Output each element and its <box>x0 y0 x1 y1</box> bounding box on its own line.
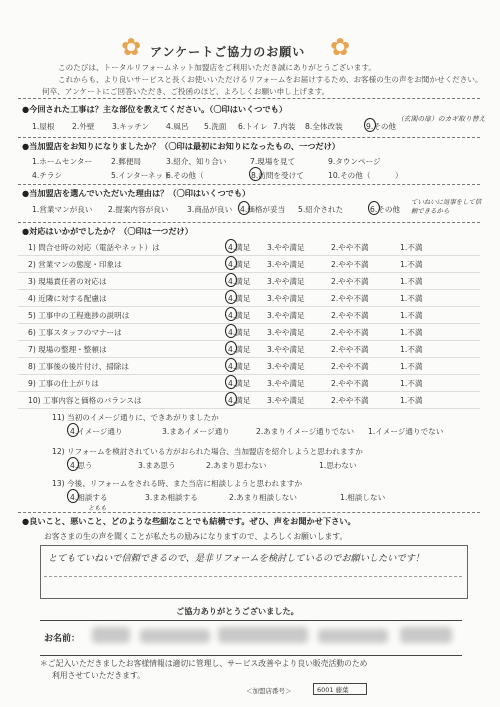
q4-rating-option[interactable]: 2.やや不満 <box>331 396 369 405</box>
q2-answer-circle <box>249 167 262 181</box>
q4-rating-option[interactable]: 2.やや不満 <box>331 277 369 286</box>
q4-rating-option[interactable]: 4.満足 <box>228 260 251 269</box>
q4-item-label: 8) 工事後の後片付け、掃除は <box>28 362 130 371</box>
q4-rating-option[interactable]: 3.やや満足 <box>267 396 305 405</box>
q4-row-divider <box>18 408 480 409</box>
q2-option-8[interactable]: 8.訪問を受けて <box>251 171 304 180</box>
q1-option-3[interactable]: 3.キッチン <box>112 122 150 131</box>
q1-option-1[interactable]: 1.屋根 <box>32 122 55 131</box>
comment-text: とてもていねいで信頼できるので、是非リフォームを検討しているのでお願いしたいです！ <box>48 553 425 564</box>
q4-item-label: 7) 現場の整理・整頓は <box>28 345 107 354</box>
q4-rating-option[interactable]: 3.やや満足 <box>267 362 305 371</box>
q4-rating-option[interactable]: 3.やや満足 <box>267 345 305 354</box>
q4-item-11-option-1[interactable]: 1.イメージ通りでない <box>368 427 444 436</box>
q1-handwritten-note: （玄関の扉）のカギ取り替え <box>397 115 486 123</box>
q4-item-11-option-3[interactable]: 3.まあイメージ通り <box>162 427 230 436</box>
q4-row-divider <box>18 272 480 273</box>
q4-rating-option[interactable]: 2.やや不満 <box>331 243 369 252</box>
q2-option-9[interactable]: 9.タウンページ <box>328 157 381 166</box>
q4-rating-option[interactable]: 1.不満 <box>400 379 423 388</box>
q2-option-5[interactable]: 5.インターネット <box>111 171 171 180</box>
q1-option-6[interactable]: 6.トイレ <box>238 122 268 131</box>
divider <box>18 137 480 138</box>
q4-answer-circle <box>225 290 237 304</box>
q4-item-11-option-4[interactable]: 4.イメージ通り <box>70 427 123 436</box>
q1-option-7[interactable]: 7.内装 <box>273 122 296 131</box>
intro-line-1: このたびは、トータルリフォームネット加盟店をご利用いただき誠にありがとうございます。 <box>58 63 376 72</box>
q4-item-label: 6) 工事スタッフのマナーは <box>28 328 122 337</box>
q4-answer-circle <box>225 307 237 321</box>
q4-row-divider <box>18 323 480 324</box>
divider <box>18 184 480 185</box>
q4-rating-option[interactable]: 1.不満 <box>400 277 423 286</box>
comment-line <box>44 576 462 577</box>
q2-text: ●当加盟店をお知りになりましたか？（〇印は最初にお知りになったもの、一つだけ） <box>22 141 340 151</box>
q4-row-divider <box>18 391 480 392</box>
q4-rating-option[interactable]: 3.やや満足 <box>267 294 305 303</box>
q4-answer-circle <box>225 392 237 406</box>
page-title: アンケートご協力のお願い <box>150 45 306 59</box>
name-label: お名前： <box>44 634 81 644</box>
q4-item-label: 5) 工事中の工程進捗の説明は <box>28 311 130 320</box>
stamp-label: ＜加盟店番号＞ <box>246 687 292 695</box>
q4-rating-option[interactable]: 4.満足 <box>228 294 251 303</box>
q4-item-13-answer-circle <box>67 489 79 503</box>
q4-item-12-option-3[interactable]: 3.まあ思う <box>138 461 176 470</box>
intro-line-3: 何卒、アンケートにご回答いただき、ご投函のほど、よろしくお願い申し上げます。 <box>42 87 330 96</box>
q4-row-divider <box>18 357 480 358</box>
redacted-name-3 <box>218 627 308 643</box>
q3-option-4[interactable]: 4.価格が妥当 <box>240 205 286 214</box>
intro-line-2: これからも、より良いサービスと長くお使いいただけるリフォームをお届けするため、お客様の生の声をお聞かせください。 <box>58 75 483 84</box>
q4-answer-circle <box>225 324 237 338</box>
q4-rating-option[interactable]: 4.満足 <box>228 277 251 286</box>
q2-option-4[interactable]: 4.チラシ <box>32 171 63 180</box>
q4-item-label: 2) 営業マンの態度・印象は <box>28 260 122 269</box>
q4-rating-option[interactable]: 1.不満 <box>400 396 423 405</box>
q4-rating-option[interactable]: 4.満足 <box>228 345 251 354</box>
q4-answer-circle <box>225 273 237 287</box>
q4-rating-option[interactable]: 4.満足 <box>228 379 251 388</box>
q4-rating-option[interactable]: 3.やや満足 <box>267 260 305 269</box>
flower-icon-right: ✿ <box>329 33 351 61</box>
q3-text: ●当加盟店を選んでいただいた理由は？（〇印はいくつでも） <box>22 188 251 198</box>
q4-item-13-text: 13) 今後、リフォームをされる時、また当店に相談しようと思われますか <box>52 479 303 488</box>
q4-rating-option[interactable]: 1.不満 <box>400 260 423 269</box>
q4-item-label: 4) 近隣に対する配慮は <box>28 294 107 303</box>
divider <box>18 512 480 513</box>
q1-option-9[interactable]: 9.その他 <box>366 122 397 131</box>
q5-subtext: お客さまの生の声を聞くことが私たちの励みになりますので、よろしくお願いします。 <box>44 532 348 541</box>
q4-rating-option[interactable]: 2.やや不満 <box>331 379 369 388</box>
q4-rating-option[interactable]: 4.満足 <box>228 243 251 252</box>
q4-item-12-answer-circle <box>67 457 79 471</box>
q3-handwritten-note: ていねいに返事をして信頼できるから <box>411 198 482 215</box>
redacted-name-2 <box>140 629 210 643</box>
q4-row-divider <box>18 255 480 256</box>
q4-item-label: 1) 問合せ時の対応（電話やネット）は <box>28 243 160 252</box>
q2-option-2[interactable]: 2.郵便局 <box>111 157 142 166</box>
q3-option-1[interactable]: 1.営業マンが良い <box>32 205 93 214</box>
q3-answer-circle-6 <box>368 201 380 215</box>
divider <box>18 98 480 99</box>
q3-answer-circle-4 <box>238 201 250 215</box>
q4-item-12-option-1[interactable]: 1.思わない <box>319 461 357 470</box>
q4-row-divider <box>18 306 480 307</box>
q1-text: ●今回された工事は？主な部位を教えてください。（〇印はいくつでも） <box>22 104 288 114</box>
q4-rating-option[interactable]: 3.やや満足 <box>267 311 305 320</box>
q4-rating-option[interactable]: 4.満足 <box>228 396 251 405</box>
q4-rating-option[interactable]: 4.満足 <box>228 328 251 337</box>
stamp-value: 6001 藤葉 <box>313 683 367 695</box>
q4-item-13-option-3[interactable]: 3.まあ相談する <box>145 493 198 502</box>
q4-rating-option[interactable]: 1.不満 <box>400 311 423 320</box>
q4-rating-option[interactable]: 4.満足 <box>228 311 251 320</box>
q4-rating-option[interactable]: 2.やや不満 <box>331 362 369 371</box>
q4-rating-option[interactable]: 1.不満 <box>400 243 423 252</box>
q4-answer-circle <box>225 341 237 355</box>
q4-item-label: 9) 工事の仕上がりは <box>28 379 99 388</box>
q4-item-13-option-4[interactable]: 4.相談する <box>70 493 108 502</box>
footer-line-1: ＊ご記入いただきましたお客様情報は適切に管理し、サービス改善やより良い販売活動のため <box>40 659 368 668</box>
q4-item-13-handwritten-note: ともも <box>88 505 107 512</box>
q4-rating-option[interactable]: 1.不満 <box>400 294 423 303</box>
q4-row-divider <box>18 340 480 341</box>
q4-rating-option[interactable]: 1.不満 <box>400 328 423 337</box>
q4-item-13-option-2[interactable]: 2.あまり相談しない <box>229 493 297 502</box>
q3-option-3[interactable]: 3.商品が良い <box>187 205 233 214</box>
q3-option-6[interactable]: 6.その他 <box>370 205 401 214</box>
q2-option-1[interactable]: 1.ホームセンター <box>32 157 93 166</box>
q4-item-13-option-1[interactable]: 1.相談しない <box>340 493 386 502</box>
q4-rating-option[interactable]: 3.やや満足 <box>267 243 305 252</box>
q4-rating-option[interactable]: 2.やや不満 <box>331 328 369 337</box>
q2-other-close: ） <box>395 171 403 180</box>
q4-item-label: 3) 現場責任者の対応は <box>28 277 107 286</box>
q1-option-8[interactable]: 8.全体改装 <box>305 122 343 131</box>
q1-answer-circle <box>364 118 376 132</box>
q1-option-2[interactable]: 2.外壁 <box>72 122 95 131</box>
redacted-name-4 <box>318 629 388 643</box>
q3-option-2[interactable]: 2.提案内容が良い <box>108 205 169 214</box>
q4-rating-option[interactable]: 2.やや不満 <box>331 294 369 303</box>
q4-answer-circle <box>225 358 237 372</box>
q4-answer-circle <box>225 375 237 389</box>
q4-rating-option[interactable]: 3.やや満足 <box>267 277 305 286</box>
q4-rating-option[interactable]: 1.不満 <box>400 345 423 354</box>
q2-option-3[interactable]: 3.紹介、知り合い <box>166 157 227 166</box>
q4-item-11-text: 11) 当初のイメージ通りに、できあがりましたか <box>52 413 219 422</box>
q4-row-divider <box>18 289 480 290</box>
q5-text: ●良いこと、悪いこと、どのような些細なことでも結構です。ぜひ、声をお聞かせ下さい。 <box>22 516 356 526</box>
q4-rating-option[interactable]: 3.やや満足 <box>267 379 305 388</box>
q4-item-11-answer-circle <box>67 423 79 437</box>
q2-option-6[interactable]: 6.その他（ <box>166 171 204 180</box>
q2-option-7[interactable]: 7.現場を見て <box>250 157 296 166</box>
flower-icon-left: ✿ <box>120 33 142 61</box>
q1-option-5[interactable]: 5.洗面 <box>204 122 227 131</box>
q4-item-12-option-2[interactable]: 2.あまり思わない <box>206 461 267 470</box>
q4-item-12-text: 12) リフォームを検討されている方がおられた場合、当加盟店を紹介しようと思われますか <box>52 447 363 456</box>
q2-option-10[interactable]: 10.その他（ <box>328 171 371 180</box>
footer-line-2: 利用させていただきます。 <box>52 671 145 680</box>
q4-answer-circle <box>225 239 237 253</box>
redacted-name-1 <box>92 627 130 643</box>
q4-text: ●対応はいかがでしたか？（〇印は一つだけ） <box>22 226 193 236</box>
q4-item-11-option-2[interactable]: 2.あまりイメージ通りでない <box>256 427 355 436</box>
q4-item-12-option-4[interactable]: 4.思う <box>70 461 93 470</box>
q4-item-label: 10) 工事内容と価格のバランスは <box>28 396 142 405</box>
q3-option-5[interactable]: 5.紹介された <box>298 205 344 214</box>
q4-rating-option[interactable]: 2.やや不満 <box>331 311 369 320</box>
divider <box>18 222 480 223</box>
q1-option-4[interactable]: 4.風呂 <box>166 122 189 131</box>
q4-answer-circle <box>225 256 237 270</box>
thanks-text: ご協力ありがとうございました。 <box>176 606 299 616</box>
redacted-name-5 <box>400 627 452 643</box>
q4-row-divider <box>18 374 480 375</box>
q4-rating-option[interactable]: 4.満足 <box>228 362 251 371</box>
q4-rating-option[interactable]: 2.やや不満 <box>331 345 369 354</box>
q4-rating-option[interactable]: 1.不満 <box>400 362 423 371</box>
q4-rating-option[interactable]: 2.やや不満 <box>331 260 369 269</box>
q4-rating-option[interactable]: 3.やや満足 <box>267 328 305 337</box>
